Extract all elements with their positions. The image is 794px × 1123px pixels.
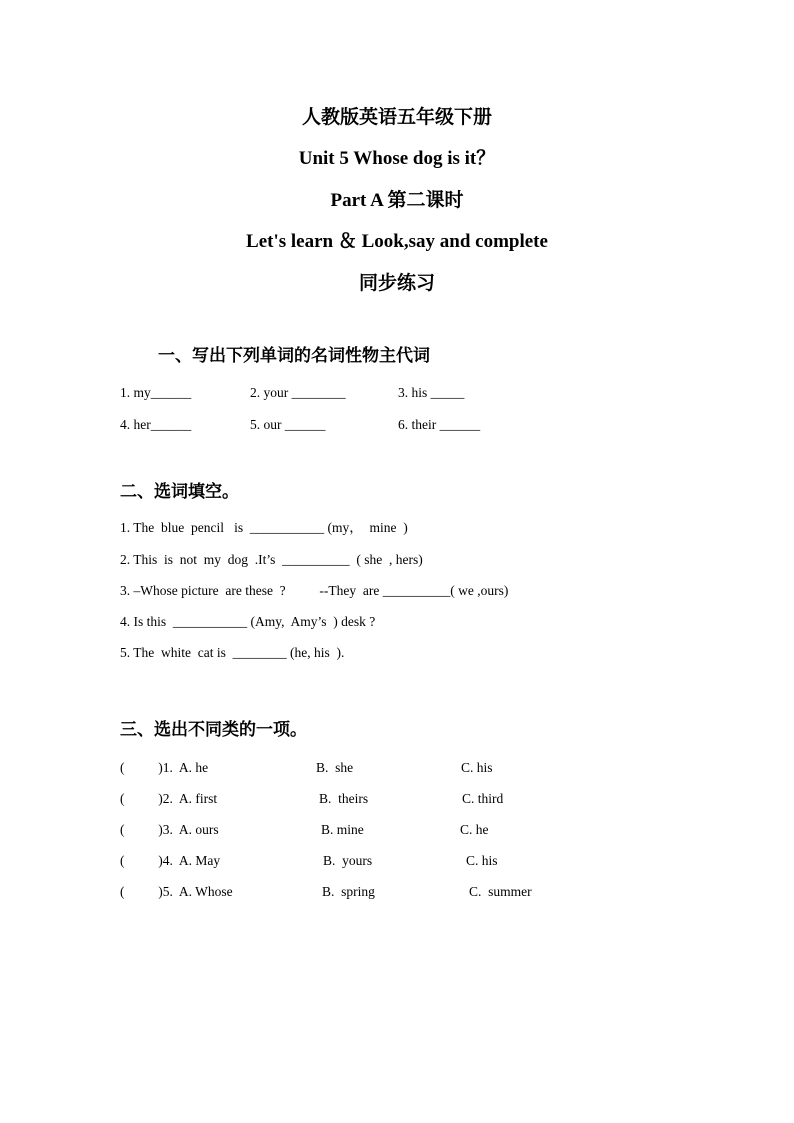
section3-question: ( )4. A. May <box>120 853 221 868</box>
section2-item: 1. The blue pencil is ___________ (my， mine ) <box>120 520 408 535</box>
section2-heading: 二、选词填空。 <box>120 482 239 501</box>
section2-item: 4. Is this ___________ (Amy, Amy’s ) desk ? <box>120 614 376 629</box>
title-practice: 同步练习 <box>358 273 435 294</box>
section1-item: 3. his _____ <box>398 385 465 400</box>
section2-item: 2. This is not my dog .It’s __________ ( she , hers) <box>120 552 423 567</box>
section2-item: 3. –Whose picture are these ? --They are __________( we ,ours) <box>120 583 509 598</box>
section2-item: 5. The white cat is ________ (he, his ). <box>120 645 345 660</box>
section3-option-b: B. mine <box>321 822 364 837</box>
section1-item: 1. my______ <box>120 385 192 400</box>
title-unit: Unit 5 Whose dog is it？ <box>298 148 496 169</box>
title-textbook: 人教版英语五年级下册 <box>301 107 492 128</box>
title-part: Part A 第二课时 <box>330 190 464 211</box>
section1-item: 6. their ______ <box>398 417 481 432</box>
section3-question: ( )5. A. Whose <box>120 884 233 899</box>
section1-heading: 一、写出下列单词的名词性物主代词 <box>158 346 430 365</box>
section3-option-c: C. summer <box>469 884 532 899</box>
section3-question: ( )3. A. ours <box>120 822 219 837</box>
title-lesson: Let's learn ＆ Look,say and complete <box>246 231 548 252</box>
section3-question: ( )1. A. he <box>120 760 209 775</box>
section3-heading: 三、选出不同类的一项。 <box>120 720 307 739</box>
section1-item: 2. your ________ <box>250 385 346 400</box>
section1-item: 4. her______ <box>120 417 192 432</box>
section3-option-b: B. theirs <box>319 791 369 806</box>
section3-option-c: C. he <box>460 822 489 837</box>
section3-option-b: B. spring <box>322 884 375 899</box>
section1-item: 5. our ______ <box>250 417 326 432</box>
section3-option-c: C. his <box>466 853 498 868</box>
section3-option-b: B. yours <box>323 853 373 868</box>
section3-option-c: C. his <box>461 760 493 775</box>
section3-option-b: B. she <box>316 760 354 775</box>
section3-option-c: C. third <box>462 791 504 806</box>
section3-question: ( )2. A. first <box>120 791 218 806</box>
